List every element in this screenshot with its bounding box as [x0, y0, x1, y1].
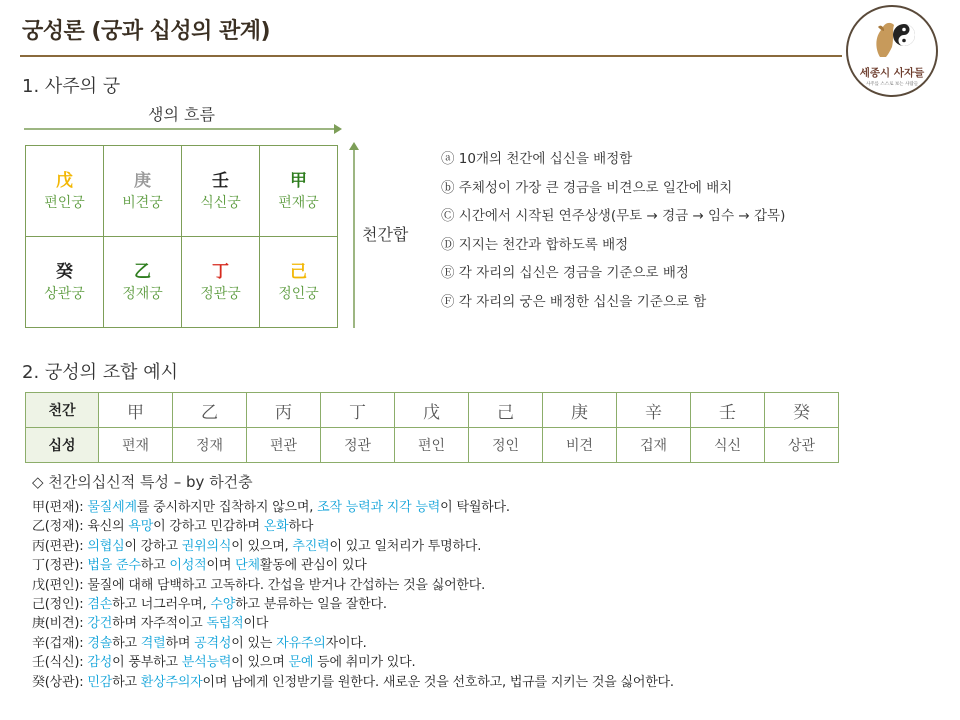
- trait-line: [32, 517, 674, 536]
- trait-text: 이다: [243, 616, 269, 632]
- stem: 甲: [290, 171, 307, 191]
- trait-text: 庚(비견):: [32, 616, 88, 632]
- trait-line: [32, 595, 674, 614]
- gung-label: 편재궁: [278, 195, 319, 211]
- trait-text: 이 있으며,: [231, 538, 293, 554]
- trait-keyword: 겸손: [87, 597, 113, 613]
- logo: [846, 5, 938, 97]
- row-head: 십성: [26, 428, 99, 463]
- section1-heading: 1. 사주의 궁: [22, 76, 121, 97]
- trait-text: 등에 취미가 있다.: [313, 655, 416, 671]
- trait-keyword: 격렬: [140, 635, 166, 651]
- gung-cell: [104, 146, 182, 237]
- trait-line: [32, 653, 674, 672]
- stem-row: [26, 393, 839, 428]
- trait-text: 甲(편재):: [32, 500, 88, 515]
- trait-text: 壬(식신):: [32, 655, 88, 671]
- gung-cell: [104, 237, 182, 328]
- stem-cell: 丁: [321, 393, 395, 428]
- gung-label: 정인궁: [278, 286, 319, 302]
- sipsung-cell: 겁재: [617, 428, 691, 463]
- trait-text: 하다: [288, 519, 314, 535]
- trait-line: [32, 556, 674, 575]
- trait-text: 乙(정재): 육신의: [32, 519, 129, 535]
- trait-text: 丙(편관):: [32, 538, 88, 554]
- trait-keyword: 분석능력: [181, 655, 232, 671]
- sipsung-cell: 편관: [247, 428, 321, 463]
- trait-keyword: 단체: [235, 558, 260, 574]
- hap-label: 천간합: [362, 225, 409, 244]
- stem: 壬: [212, 171, 229, 191]
- sipsung-cell: 편인: [395, 428, 469, 463]
- gung-label: 상관궁: [44, 286, 85, 302]
- traits-heading: ◇ 천간의십신적 특성 – by 하건충: [32, 473, 253, 491]
- trait-keyword: 민감: [87, 674, 113, 690]
- trait-keyword: 감성: [87, 655, 113, 671]
- trait-text: 활동에 관심이 있다: [259, 558, 367, 574]
- sipsung-cell: 정관: [321, 428, 395, 463]
- logo-tagline: 사주를 스스로 보는 사람들: [865, 82, 919, 87]
- trait-text: 하며 자주적이고: [112, 616, 207, 632]
- trait-text: 이며: [206, 558, 236, 574]
- trait-text: 이 강하고 민감하며: [153, 519, 264, 535]
- note-item: Ⓒ 시간에서 시작된 연주상생(무토 → 경금 → 임수 → 갑목): [441, 208, 786, 225]
- trait-keyword: 수양: [210, 597, 236, 613]
- trait-keyword: 물질세계: [87, 500, 137, 515]
- trait-keyword: 법을 준수: [87, 558, 141, 574]
- note-item: ⓐ 10개의 천간에 십신을 배정함: [441, 151, 633, 167]
- sipsung-cell: 비견: [543, 428, 617, 463]
- stem-cell: 乙: [173, 393, 247, 428]
- stem: 庚: [134, 171, 151, 191]
- gung-label: 정재궁: [122, 286, 163, 302]
- trait-text: 辛(겁재):: [32, 635, 88, 651]
- trait-keyword: 경솔: [87, 635, 113, 651]
- section2-heading: 2. 궁성의 조합 예시: [22, 362, 179, 383]
- note-item: Ⓔ 각 자리의 십신은 경금을 기준으로 배정: [441, 265, 689, 282]
- trait-keyword: 환상주의자: [140, 674, 203, 690]
- sipsung-cell: 상관: [765, 428, 839, 463]
- trait-text: 이 있으며: [231, 655, 289, 671]
- gung-grid: [25, 145, 338, 328]
- trait-text: 이 있는: [231, 635, 277, 651]
- stem-cell: 戊: [395, 393, 469, 428]
- trait-keyword: 문예: [288, 655, 314, 671]
- notes-list: [441, 148, 785, 320]
- stem-cell: 己: [469, 393, 543, 428]
- combo-table: [25, 392, 839, 463]
- gung-cell: [26, 237, 104, 328]
- sipsung-row: [26, 428, 839, 463]
- trait-keyword: 자유주의: [276, 635, 326, 651]
- trait-line: [32, 576, 674, 595]
- trait-text: 이 탁월하다.: [440, 500, 510, 515]
- stem: 乙: [134, 262, 151, 282]
- trait-text: 丁(정관):: [32, 558, 88, 574]
- stem: 丁: [212, 262, 229, 282]
- note-item: Ⓕ 각 자리의 궁은 배정한 십신을 기준으로 함: [441, 293, 707, 310]
- trait-keyword: 추진력: [292, 538, 330, 554]
- trait-keyword: 욕망: [128, 519, 154, 535]
- trait-text: 하고 너그러우며,: [112, 597, 211, 613]
- flow-label: 생의 흐름: [148, 105, 215, 124]
- trait-text: 하며: [165, 635, 195, 651]
- gung-cell: [260, 237, 338, 328]
- gung-label: 비견궁: [122, 195, 163, 211]
- trait-text: 하고: [112, 635, 141, 651]
- logo-name: 세종시 사자들: [859, 67, 925, 79]
- stem-cell: 丙: [247, 393, 321, 428]
- note-item: Ⓓ 지지는 천간과 합하도록 배정: [441, 236, 629, 253]
- sipsung-cell: 정재: [173, 428, 247, 463]
- trait-keyword: 온화: [263, 519, 289, 535]
- traits-list: [32, 498, 674, 692]
- stem-cell: 壬: [691, 393, 765, 428]
- trait-line: [32, 537, 674, 556]
- trait-text: 癸(상관):: [32, 674, 88, 690]
- trait-text: 戊(편인): 물질에 대해 담백하고 고독하다. 간섭을 받거나 간섭하는 것을 싫어한다.: [32, 577, 486, 593]
- trait-text: 이며 남에게 인정받기를 원한다. 새로운 것을 선호하고, 법규를 지키는 것을 싫어한다.: [202, 674, 674, 690]
- trait-text: 하고 분류하는 일을 잘한다.: [235, 597, 387, 613]
- trait-text: 하고: [140, 558, 170, 574]
- trait-text: 하고: [112, 674, 141, 690]
- stem: 己: [290, 262, 307, 282]
- stem-cell: 辛: [617, 393, 691, 428]
- trait-text: 자이다.: [325, 635, 367, 651]
- gung-label: 편인궁: [44, 195, 85, 211]
- trait-line: [32, 634, 674, 653]
- sipsung-cell: 정인: [469, 428, 543, 463]
- gung-cell: [26, 146, 104, 237]
- trait-keyword: 공격성: [194, 635, 232, 651]
- gung-cell: [260, 146, 338, 237]
- title-underline: [20, 55, 842, 57]
- note-item: ⓑ 주체성이 가장 큰 경금을 비견으로 일간에 배치: [441, 179, 733, 196]
- trait-keyword: 의협심: [87, 538, 125, 554]
- trait-keyword: 강건: [87, 616, 113, 632]
- sipsung-cell: 편재: [99, 428, 173, 463]
- trait-keyword: 독립적: [206, 616, 244, 632]
- gung-label: 식신궁: [200, 195, 241, 211]
- trait-keyword: 이성적: [169, 558, 207, 574]
- stem-cell: 甲: [99, 393, 173, 428]
- sipsung-cell: 식신: [691, 428, 765, 463]
- page-title: 궁성론 (궁과 십성의 관계): [22, 19, 271, 44]
- trait-keyword: 조작 능력과 지각 능력: [317, 500, 441, 515]
- trait-text: 를 중시하지만 집착하지 않으며,: [136, 500, 318, 515]
- trait-text: 己(정인):: [32, 597, 88, 613]
- stem-cell: 癸: [765, 393, 839, 428]
- trait-keyword: 권위의식: [181, 538, 232, 554]
- gung-cell: [182, 146, 260, 237]
- row-head: 천간: [26, 393, 99, 428]
- trait-line: [32, 673, 674, 692]
- hap-arrow-icon: [346, 142, 362, 328]
- trait-text: 이 있고 일처리가 투명하다.: [329, 538, 482, 554]
- trait-text: 이 풍부하고: [112, 655, 182, 671]
- trait-line: [32, 614, 674, 633]
- flow-arrow-icon: [24, 119, 342, 139]
- trait-line: [32, 498, 674, 517]
- trait-text: 이 강하고: [124, 538, 182, 554]
- gung-label: 정관궁: [200, 286, 241, 302]
- stem: 癸: [56, 262, 73, 282]
- stem-cell: 庚: [543, 393, 617, 428]
- lion-yin-yang-icon: [870, 17, 918, 61]
- stem: 戊: [56, 171, 73, 191]
- gung-cell: [182, 237, 260, 328]
